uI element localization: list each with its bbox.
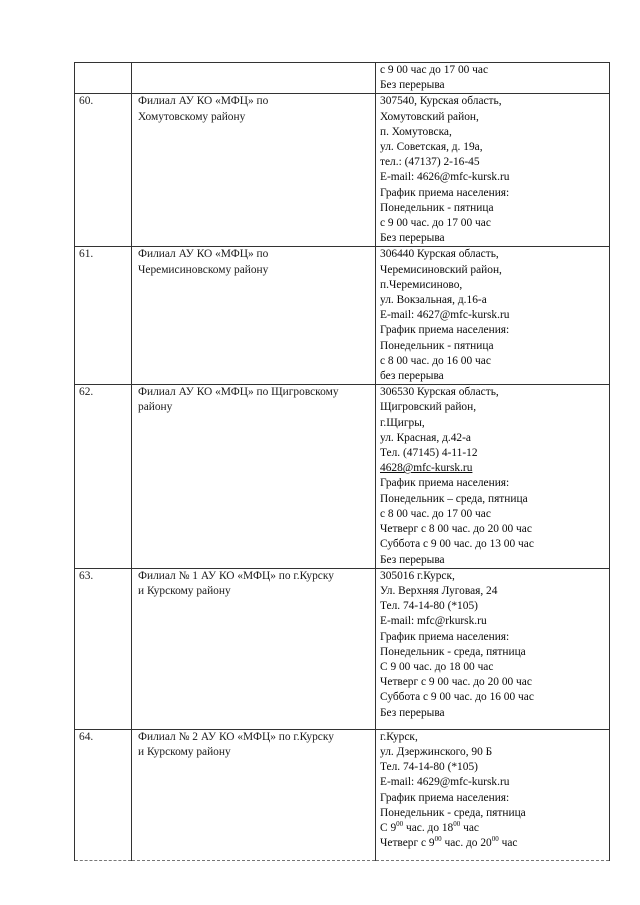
branch-name-line: Филиал АУ КО «МФЦ» по (138, 95, 269, 108)
info-line: График приема населения: (380, 477, 510, 490)
email-link[interactable]: 4628@mfc-kursk.ru (380, 462, 473, 475)
hours-text: час. до 18 (403, 821, 454, 834)
info-line: тел.: (47137) 2-16-45 (380, 156, 480, 169)
row-number: 61. (75, 247, 132, 385)
info-line: Понедельник - пятница (380, 339, 494, 352)
hours-text: С 9 (380, 821, 397, 834)
info-line: График приема населения: (380, 791, 510, 804)
info-line: Понедельник – среда, пятница (380, 492, 528, 505)
row-number: 60. (75, 94, 132, 247)
info-line: Тел. (47145) 4-11-12 (380, 447, 478, 460)
table-row (75, 247, 610, 385)
info-line: Суббота с 9 00 час. до 16 00 час (380, 691, 534, 704)
info-line: 305016 г.Курск, (380, 569, 455, 582)
branch-contacts-cell (376, 94, 610, 247)
branch-contacts-cell (376, 568, 610, 729)
table-row (75, 729, 610, 860)
email-line: E-mail: 4626@mfc-kursk.ru (380, 171, 510, 184)
info-line: Понедельник - пятница (380, 201, 494, 214)
email-line: E-mail: 4629@mfc-kursk.ru (380, 776, 510, 789)
hours-line (380, 836, 609, 851)
info-line: Четверг с 8 00 час. до 20 00 час (380, 523, 532, 536)
info-line: Без перерыва (380, 553, 445, 566)
info-line: 307540, Курская область, (380, 95, 502, 108)
hours-line (380, 821, 609, 836)
branch-name-cell (132, 385, 376, 568)
info-line: Без перерыва (380, 79, 445, 92)
info-line: 306440 Курская область, (380, 248, 499, 261)
table-row (75, 94, 610, 247)
row-number (75, 63, 132, 94)
info-line: Ул. Верхняя Луговая, 24 (380, 584, 498, 597)
info-line: Четверг с 9 00 час. до 20 00 час (380, 676, 532, 689)
info-line: Без перерыва (380, 232, 445, 245)
branch-contacts-cell (376, 729, 610, 860)
branch-contacts-cell (376, 385, 610, 568)
info-line: Тел. 74-14-80 (*105) (380, 600, 478, 613)
branch-name-cell (132, 729, 376, 860)
info-line: ул. Дзержинского, 90 Б (380, 745, 493, 758)
info-line: Щигровский район, (380, 401, 477, 414)
branch-name-line: Филиал АУ КО «МФЦ» по Щигровскому (138, 386, 339, 399)
info-line: п.Черемисиново, (380, 278, 463, 291)
superscript-minutes: 00 (396, 819, 404, 828)
branch-name-line: Черемисиновскому району (138, 263, 269, 276)
hours-text: час (460, 821, 479, 834)
hours-text: час (498, 837, 518, 850)
info-line: г.Щигры, (380, 416, 425, 429)
row-number: 63. (75, 568, 132, 729)
branch-name-cell (132, 568, 376, 729)
info-line: График приема населения: (380, 186, 510, 199)
branch-name-line: Филиал № 1 АУ КО «МФЦ» по г.Курску (138, 569, 334, 582)
info-line: Суббота с 9 00 час. до 13 00 час (380, 538, 534, 551)
info-line: п. Хомутовска, (380, 125, 452, 138)
superscript-minutes: 00 (491, 835, 499, 844)
email-line: E-mail: 4627@mfc-kursk.ru (380, 309, 510, 322)
table-row-continuation (75, 63, 610, 94)
info-line: Тел. 74-14-80 (*105) (380, 761, 478, 774)
info-line: ул. Красная, д.42-а (380, 431, 471, 444)
info-line: с 9 00 час до 17 00 час (380, 64, 489, 76)
info-line: с 9 00 час. до 17 00 час (380, 217, 491, 230)
branch-name-line: Хомутовскому району (138, 110, 246, 123)
row-number: 62. (75, 385, 132, 568)
row-number: 64. (75, 729, 132, 860)
info-line: График приема населения: (380, 324, 510, 337)
info-line: без перерыва (380, 370, 444, 383)
branch-name-line: и Курскому району (138, 745, 231, 758)
branch-name-cell (132, 94, 376, 247)
info-line: с 8 00 час. до 17 00 час (380, 507, 491, 520)
branch-name-cell (132, 247, 376, 385)
branch-contacts-cell (376, 63, 610, 94)
hours-text: Четверг с 9 (380, 837, 435, 850)
email-line: E-mail: mfc@rkursk.ru (380, 615, 487, 628)
superscript-minutes: 00 (453, 819, 461, 828)
superscript-minutes: 00 (434, 835, 442, 844)
branch-name-line: Филиал АУ КО «МФЦ» по (138, 248, 269, 261)
info-line: с 8 00 час. до 16 00 час (380, 354, 491, 367)
branch-contacts-cell (376, 247, 610, 385)
info-line: График приема населения: (380, 630, 510, 643)
info-line: Черемисиновский район, (380, 263, 502, 276)
table-row (75, 385, 610, 568)
info-line: Хомутовский район, (380, 110, 479, 123)
info-line: 306530 Курская область, (380, 386, 499, 399)
info-line: Без перерыва (380, 706, 445, 719)
hours-text: час. до 20 (441, 837, 492, 850)
branch-name-line: району (138, 401, 173, 414)
info-line: Понедельник - среда, пятница (380, 806, 526, 819)
branch-name-line: Филиал № 2 АУ КО «МФЦ» по г.Курску (138, 730, 334, 743)
info-line: ул. Советская, д. 19а, (380, 141, 483, 154)
branch-name-line: и Курскому району (138, 584, 231, 597)
info-line: С 9 00 час. до 18 00 час (380, 660, 494, 673)
branch-name-cell (132, 63, 376, 94)
info-line: Понедельник - среда, пятница (380, 645, 526, 658)
info-line: ул. Вокзальная, д.16-а (380, 294, 487, 307)
branches-table (74, 62, 610, 861)
info-line: г.Курск, (380, 730, 418, 743)
table-row (75, 568, 610, 729)
